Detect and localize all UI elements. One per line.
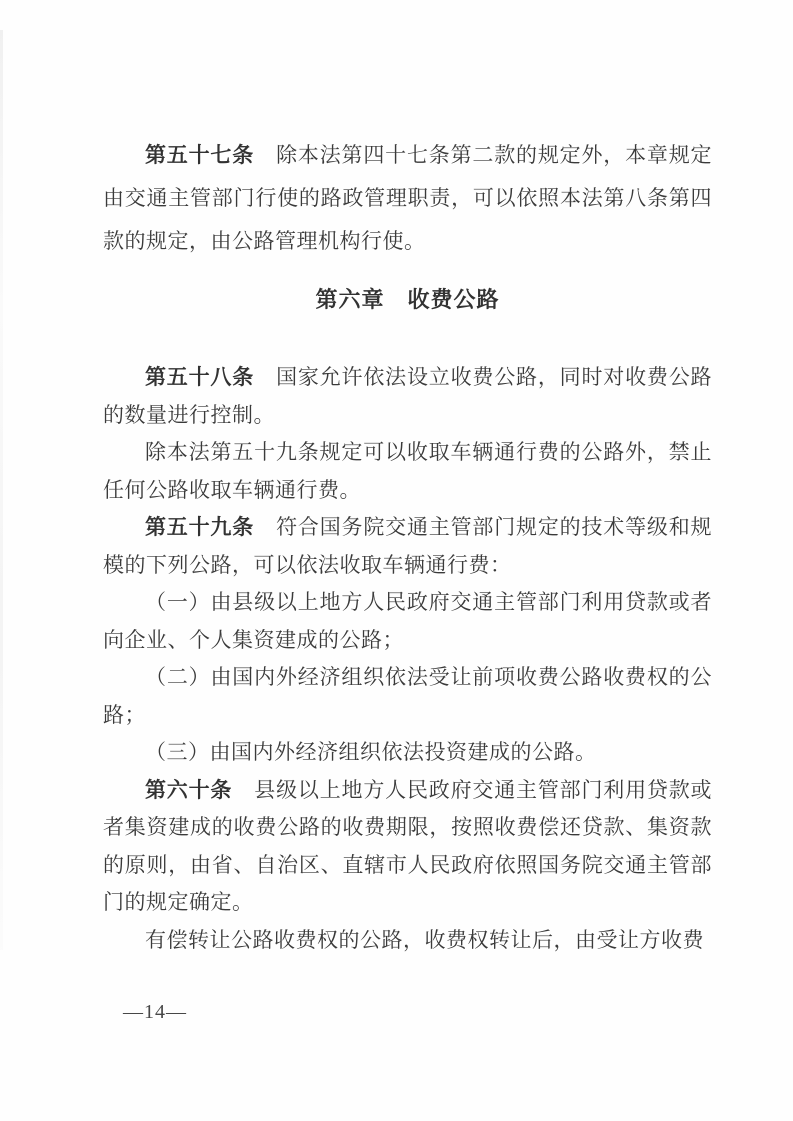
article-59-paragraph: [103, 509, 712, 584]
article-57-text: 除本法第四十七条第二款的规定外，本章规定由交通主管部门行使的路政管理职责，可以依照本法第八条第四款的规定，由公路管理机构行使。: [103, 143, 713, 253]
article-59-item-3: （三）由国内外经济组织依法投资建成的公路。: [145, 740, 597, 764]
article-60-paragraph-2: 有偿转让公路收费权的公路，收费权转让后，由受让方收费: [145, 927, 704, 952]
article-58-text: 国家允许依法设立收费公路，同时对收费公路的数量进行控制。: [103, 365, 713, 427]
article-58-number: 第五十八条: [145, 365, 255, 389]
scan-edge-artifact: [0, 30, 3, 950]
article-60-number: 第六十条: [145, 777, 233, 802]
article-59-number: 第五十九条: [145, 515, 255, 539]
article-57-number: 第五十七条: [145, 143, 255, 167]
article-59-item-1: （一）由县级以上地方人民政府交通主管部门利用贷款或者向企业、个人集资建成的公路；: [103, 590, 712, 652]
page-number: —14—: [123, 1001, 187, 1023]
article-58-paragraph-2: 除本法第五十九条规定可以收取车辆通行费的公路外，禁止任何公路收取车辆通行费。: [103, 440, 712, 502]
article-60-paragraph: [103, 772, 712, 922]
article-59-text: 符合国务院交通主管部门规定的技术等级和规模的下列公路，可以依法收取车辆通行费：: [103, 515, 713, 577]
article-60-text: 县级以上地方人民政府交通主管部门利用贷款或者集资建成的收费公路的收费期限，按照收费偿还贷款、集资款的原则，由省、自治区、直辖市人民政府依照国务院交通主管部门的规定确定。: [103, 777, 713, 914]
article-59-item-2: （二）由国内外经济组织依法受让前项收费公路收费权的公路；: [103, 665, 712, 727]
chapter-6-heading: 第六章 收费公路: [315, 287, 500, 312]
article-57-paragraph: [103, 134, 712, 263]
document-text-block: [103, 134, 712, 959]
article-58-paragraph: [103, 359, 712, 434]
